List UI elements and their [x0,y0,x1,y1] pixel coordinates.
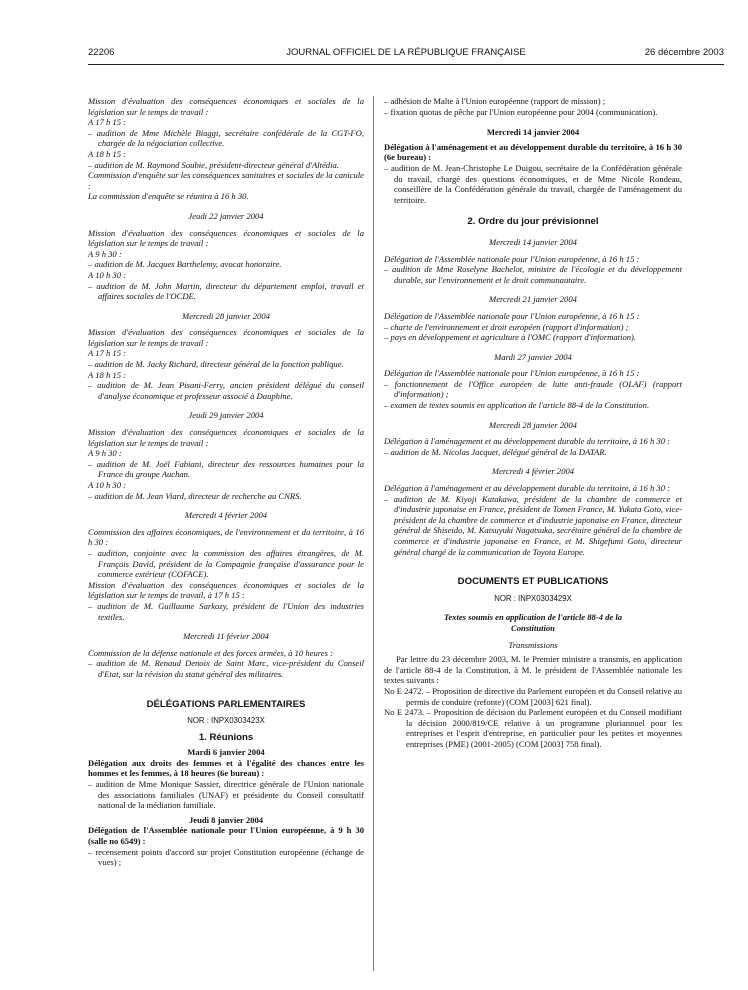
agenda-item: – audition, conjointe avec la commission des affaires étrangères, de M. François David, président de la Compagnie française d'assurance pour le commerce extérieur (COFACE). [88,547,364,580]
section-heading: DOCUMENTS ET PUBLICATIONS [457,576,609,588]
body-text: Par lettre du 23 décembre 2003, M. le Premier ministre a transmis, en application de l'article 88-4 de la Constitution, à M. le président de l'Assemblée nationale les textes suivants : [384,654,682,686]
date-heading: Mercredi 14 janvier 2004 [489,236,577,247]
body-text: La commission d'enquête se réunira à 16 h 30. [88,191,249,202]
nor-reference: NOR : INPX0303423X [187,716,265,726]
header-rule [88,64,724,65]
day-heading: Jeudi 8 janvier 2004 [188,814,264,825]
agenda-item: – audition de M. Guillaume Sarkozy, président de l'Union des industries textiles. [88,600,364,622]
agenda-item: – audition de M. Raymond Soubie, président-directeur général d'Altédia. [88,159,339,170]
column-divider [373,96,374,971]
transmissions-heading: Transmissions [508,639,558,650]
time-label: A 18 h 15 : [88,369,127,380]
date-heading: Mercredi 28 janvier 2004 [489,419,577,430]
agenda-item: – audition de M. Nicolas Jacquet, délégué général de la DATAR. [384,446,607,457]
agenda-item: – audition de Mme Monique Sassier, directrice générale de l'Union nationale des associations familiales (UNAF) et présidente du Conseil consultatif national de la médiation familiale. [88,779,364,811]
subsection-heading: 2. Ordre du jour prévisionnel [467,216,599,228]
right-column [384,96,682,750]
body-text: Mission d'évaluation des conséquences économiques et sociales de la législation sur le temps de travail : [88,227,364,249]
time-label: A 17 h 15 : [88,117,127,128]
agenda-item: – fixation quotas de pêche par l'Union européenne pour 2004 (communication). [384,106,658,117]
body-text: Délégation à l'aménagement et au développement durable du territoire, à 16 h 30 : [384,436,671,447]
time-label: A 9 h 30 : [88,448,122,459]
date-heading: Mercredi 4 février 2004 [491,466,575,477]
page-header [88,47,724,63]
date-heading: Mercredi 11 février 2004 [183,631,269,642]
body-text: Délégation à l'aménagement et au développement durable du territoire, à 16 h 30 (6e bureau) : [384,141,682,163]
body-text: Commission des affaires économiques, de l'environnement et du territoire, à 16 h 30 : [88,526,364,548]
body-text: Commission d'enquête sur les conséquences sanitaires et sociales de la canicule : [88,170,364,191]
body-text: Délégation de l'Assemblée nationale pour l'Union européenne, à 16 h 15 : [384,368,640,379]
day-heading: Mardi 6 janvier 2004 [187,747,265,758]
day-heading: Mercredi 14 janvier 2004 [486,127,580,138]
agenda-item: – audition de M. Jean Viard, directeur de recherche au CNRS. [88,490,302,501]
agenda-item: – audition de M. John Martin, directeur du département emploi, travail et affaires sociales de l'OCDE. [88,280,364,302]
agenda-item: – fonctionnement de l'Office européen de lutte anti-fraude (OLAF) (rapport d'information) ; [384,378,682,400]
body-text: Délégation de l'Assemblée nationale pour l'Union européenne, à 16 h 15 : [384,253,640,264]
body-text: Mission d'évaluation des conséquences économiques et sociales de la législation sur le temps de travail, à 17 h 15 : [88,579,364,601]
body-text: Délégation aux droits des femmes et à l'égalité des chances entre les hommes et les femmes, à 18 heures (6e bureau) : [88,757,364,779]
agenda-item: – adhésion de Malte à l'Union européenne (rapport de mission) ; [384,96,606,106]
agenda-item: – audition de M. Jacques Barthelemy, avocat honoraire. [88,259,282,270]
body-text: Mission d'évaluation des conséquences économiques et sociales de la législation sur le temps de travail : [88,427,364,448]
body-text: Délégation à l'aménagement et au développement durable du territoire, à 16 h 30 : [384,483,671,494]
agenda-item: – examen de textes soumis en application de l'article 88-4 de la Constitution. [384,400,650,411]
agenda-item: – audition de M. Jean Pisani-Ferry, ancien président délégué du conseil d'analyse économique et professeur associé à Dauphine. [88,380,364,401]
agenda-item: – recensement points d'accord sur projet Constitution européenne (échange de vues) ; [88,846,364,868]
journal-title: JOURNAL OFFICIEL DE LA RÉPUBLIQUE FRANÇAISE [286,47,526,58]
document-entry: No E 2472. – Proposition de directive du Parlement européen et du Conseil relative au permis de conduire (refonte) (COM [2003] 621 final). [384,685,682,707]
body-text: Mission d'évaluation des conséquences économiques et sociales de la législation sur le temps de travail : [88,327,364,348]
agenda-item: – audition de M. Jean-Christophe Le Duigou, secrétaire de la Confédération générale du travail, chargé des questions économiques, et de Mme Nicole Rondeau, conseillère de la Confédération générale du travail, chargée de l'aménagement du territoire. [384,162,682,205]
date-heading: Mercredi 21 janvier 2004 [489,294,577,305]
issue-date: 26 décembre 2003 [644,47,724,58]
agenda-item: – audition de M. Kiyoji Katakawa, président de la chambre de commerce et d'industrie japonaise en France, président de Tomen France, M. Yukata Goto, vice-président de la chambre de commerce et d'industrie japonaise en France, directeur général de Shiseido, M. Katsuyuki Nagatsuka, secrétaire général de la chambre de commerce et d'industrie japonaise en France, et M. Shigefumi Goto, directeur général chargé de la communication de Toyota Europe. [384,493,682,557]
agenda-item: – audition de M. Renaud Denoix de Saint Marc, vice-président du Conseil d'Etat, sur la révision du statut général des militaires. [88,658,364,679]
agenda-item: – audition de M. Joël Fabiani, directeur des ressources humaines pour la France du groupe Auchan. [88,458,364,480]
time-label: A 10 h 30 : [88,480,127,490]
page-number: 22206 [88,47,115,58]
agenda-item: – audition de Mme Michèle Biaggi, secrétaire confédérale de la CGT-FO, chargée de la négociation collective. [88,127,364,149]
document-title: Textes soumis en application de l'article 88-4 de la Constitution [443,612,623,633]
nor-reference: NOR : INPX0303429X [494,593,572,603]
date-heading: Mercredi 28 janvier 2004 [182,310,270,321]
subsection-heading: 1. Réunions [198,731,254,743]
agenda-item: – charte de l'environnement et droit européen (rapport d'information) ; [384,321,629,332]
time-label: A 9 h 30 : [88,248,122,259]
agenda-item: – pays en développement et agriculture à l'OMC (rapport d'information). [384,332,637,343]
date-heading: Jeudi 29 janvier 2004 [188,410,264,421]
date-heading: Mercredi 4 février 2004 [184,510,268,521]
date-heading: Jeudi 22 janvier 2004 [188,210,264,221]
time-label: A 18 h 15 : [88,148,127,159]
agenda-item: – audition de Mme Roselyne Bachelot, ministre de l'écologie et du développement durable, sur l'environnement et le droit communautaire. [384,264,682,285]
section-heading: DÉLÉGATIONS PARLEMENTAIRES [146,698,306,710]
body-text: Délégation de l'Assemblée nationale pour l'Union européenne, à 9 h 30 (salle no 6549) : [88,825,364,847]
left-column [88,96,364,868]
body-text: Délégation de l'Assemblée nationale pour l'Union européenne, à 16 h 15 : [384,310,640,321]
time-label: A 17 h 15 : [88,348,127,359]
date-heading: Mardi 27 janvier 2004 [494,351,572,362]
document-entry: No E 2473. – Proposition de décision du Parlement européen et du Conseil modifiant la décision 2000/819/CE relative à un programme pluriannuel pour les entreprises et l'esprit d'entreprise, en particulier pour les petites et moyennes entreprises (PME) (2001-2005) (COM [2003] 758 final). [384,707,682,749]
body-text: Mission d'évaluation des conséquences économiques et sociales de la législation sur le temps de travail : [88,96,364,117]
time-label: A 10 h 30 : [88,269,127,280]
agenda-item: – audition de M. Jacky Richard, directeur général de la fonction publique. [88,359,344,370]
body-text: Commission de la défense nationale et des forces armées, à 10 heures : [88,647,333,658]
